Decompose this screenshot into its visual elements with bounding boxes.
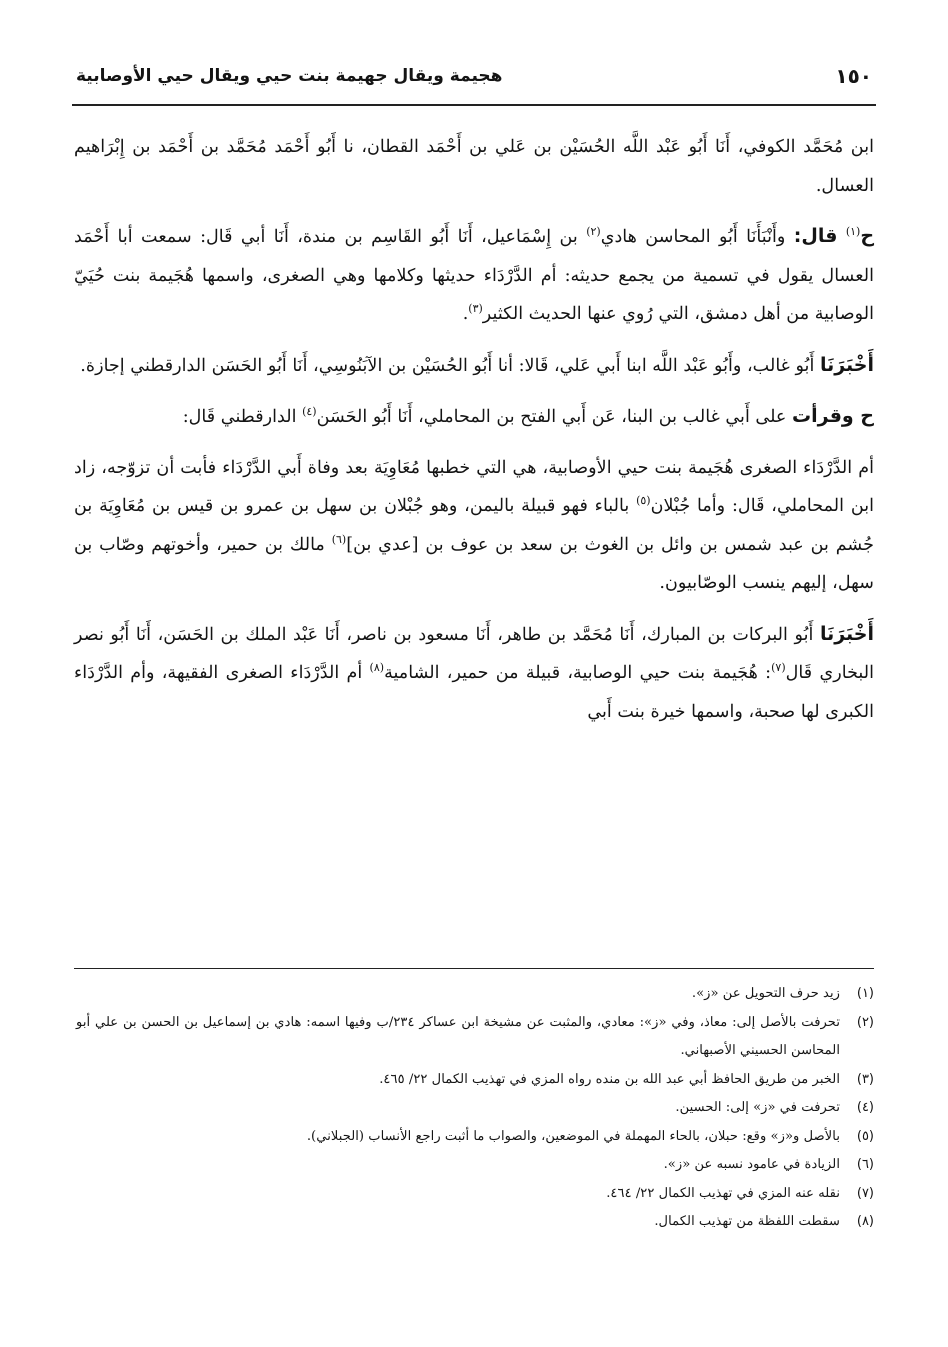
footnote-text: نقله عنه المزي في تهذيب الكمال ٢٢/ ٤٦٤. [606, 1185, 840, 1201]
footnote-ref-6[interactable]: (٦) [331, 532, 347, 546]
header-rule [72, 104, 876, 106]
paragraph-5 [74, 449, 874, 603]
footnote-item [76, 1208, 874, 1237]
footnote-item [76, 1180, 874, 1209]
main-text [74, 128, 874, 743]
paragraph-text: بن إِسْمَاعيل، أَنَا أَبُو القَاسِم بن مندة، أَنَا أبي قَال: سمعت أبا أَحْمَد العسال يقول في تسمية من يجمع حديثه: أم الدَّرْدَاء حديثها وكلامها وهي الصغرى، واسمها هُجَيمة بنت حُيَيّ الوصابية من أهل دمشق، التي رُوي عنها الحديث الكثير [74, 227, 874, 324]
footnote-number: (٤) [856, 1100, 874, 1115]
footnotes-list [76, 980, 874, 1237]
footnote-text: تحرفت بالأصل إلى: معاذ، وفي «ز»: معادي، والمثبت عن مشيخة ابن عساكر ٢٣٤/ب وفيها اسمه: هادي بن إسماعيل بن الحسن بن علي أبو المحاسن الحسيني الأصبهاني. [76, 1014, 840, 1058]
footnote-ref-5[interactable]: (٥) [636, 494, 651, 508]
footnote-item [76, 1009, 874, 1066]
paragraph-text: وأَنْبَأَنَا أَبُو المحاسن هادي [600, 227, 786, 247]
paragraph-3 [74, 346, 874, 386]
footnote-ref-2[interactable]: (٢) [586, 225, 601, 239]
footnote-ref-8[interactable]: (٨) [369, 661, 385, 675]
paragraph-text: مالك بن حمير، وأخوتهم وصّاب بن سهل، إليهم ينسب الوصّابيون. [74, 534, 874, 593]
tahwil-marker: ح [860, 225, 875, 247]
footnote-item [76, 1123, 874, 1152]
footnote-item [76, 980, 874, 1009]
paragraph-6 [74, 615, 874, 732]
footnote-ref-7[interactable]: (٧) [771, 661, 786, 675]
page-number: ١٥٠ [835, 64, 872, 88]
paragraph-text: أم الدَّرْدَاء الصغرى هُجَيمة بنت حيي الأوصابية، هي التي خطبها مُعَاوِيَة بعد وفاة أَبي الدَّرْدَاء فأبت أن تزوّجه، زاد ابن المحاملي، قَال: وأما جُبْلان [74, 457, 875, 516]
footnote-number: (٧) [856, 1185, 874, 1201]
footnote-text: الزيادة في عامود نسبه عن «ز». [663, 1157, 840, 1172]
footnote-number: (١) [856, 986, 874, 1001]
footnote-number: (٦) [856, 1157, 874, 1172]
lead-word: ح وقرأت [792, 405, 874, 427]
footnote-number: (٨) [856, 1214, 874, 1229]
running-head [76, 56, 872, 96]
paragraph-2: ح$^{(١)}$ قال: وأَنْبَأَنَا أَبُو المحاسن هادي$^{(٢)}$ بن إِسْمَاعيل، أَنَا أَبُو القَاسِم بن مندة، أَنَا أبي قَال: سمعت أبا أَحْمَد العسال يقول في تسمية من يجمع حديثه: أم الدَّرْدَاء حديثها وكلامها وهي الصغرى، واسمها هُجَيمة بنت حُيَيّ الوصابية من أهل دمشق، التي رُوي عنها الحديث الكثير$^{(٣)}$. [74, 225, 875, 324]
paragraph-text: : هُجَيمة بنت حيي الوصابية، قبيلة من حمير، الشامية [384, 663, 772, 683]
lead-word: أَخْبَرَنَا [819, 353, 874, 376]
footnote-text: زيد حرف التحويل عن «ز». [691, 986, 840, 1001]
footnote-text: سقطت اللفظة من تهذيب الكمال. [654, 1214, 840, 1229]
paragraph-text: على أَبي غالب بن البنا، عَن أَبي الفتح بن المحاملي، أَنَا أَبُو الحَسَن [316, 407, 787, 427]
paragraph-text: الدارقطني قَال: [182, 407, 297, 427]
footnote-ref-3[interactable]: (٣) [468, 302, 483, 316]
footnote-text: الخبر من طريق الحافظ أبي عبد الله بن منده رواه المزي في تهذيب الكمال ٢٢/ ٤٦٥. [379, 1071, 840, 1087]
paragraph-text: أم الدَّرْدَاء الصغرى الفقيهة، وأم الدَّرْدَاء الكبرى لها صحبة، واسمها خيرة بنت أَبي [74, 663, 874, 722]
paragraph-text: بالباء فهو قبيلة باليمن، وهو جُبْلان بن سهل بن عمرو بن قيس بن مُعَاوِيَة بن جُشم بن عبد شمس بن وائل بن الغوث بن سعد بن عوف بن [عدي بن] [74, 496, 874, 555]
paragraph-text: ابن مُحَمَّد الكوفي، أَنَا أَبُو عَبْد اللَّه الحُسَيْن بن عَلي بن أَحْمَد القطان، نا أَبُو أَحْمَد مُحَمَّد بن أَحْمَد بن إِبْرَاهيم العسال. [74, 137, 874, 196]
footnote-item [76, 1094, 874, 1123]
paragraph-4 [74, 397, 874, 437]
lead-word: أَخْبَرَنَا [819, 622, 874, 645]
footnote-ref-4[interactable]: (٤) [302, 405, 317, 419]
lead-word: قال: [793, 225, 838, 247]
paragraph-text: أَبُو غالب، وأَبُو عَبْد اللَّه ابنا أَبي عَلي، قَالا: أنا أَبُو الحُسَيْن بن الآبَنُوسِي، أَنَا أَبُو الحَسَن الدارقطني إجازة. [80, 355, 815, 376]
footnote-number: (٥) [856, 1128, 874, 1144]
paragraph-text: أَبُو البركات بن المبارك، أَنَا مُحَمَّد بن طاهر، أَنَا مسعود بن ناصر، أَنَا عَبْد الملك بن الحَسَن، أَنَا أَبُو نصر البخاري قَال [74, 624, 874, 683]
paragraph-1 [74, 128, 874, 205]
footnote-item [76, 1066, 874, 1095]
footnote-number: (٣) [856, 1071, 874, 1087]
footnote-item [76, 1151, 874, 1180]
footnote-number: (٢) [856, 1014, 874, 1030]
footnote-separator [74, 968, 874, 969]
running-title: هجيمة ويقال جهيمة بنت حيي ويقال حيي الأوصابية [76, 66, 503, 86]
footnote-text: بالأصل و«ز» وقع: حبلان، بالحاء المهملة في الموضعين، والصواب ما أثبت راجع الأنساب (الجبلاني). [306, 1128, 840, 1144]
footnote-text: تحرفت في «ز» إلى: الحسين. [675, 1100, 840, 1115]
footnote-ref-1[interactable]: (١) [845, 225, 861, 239]
